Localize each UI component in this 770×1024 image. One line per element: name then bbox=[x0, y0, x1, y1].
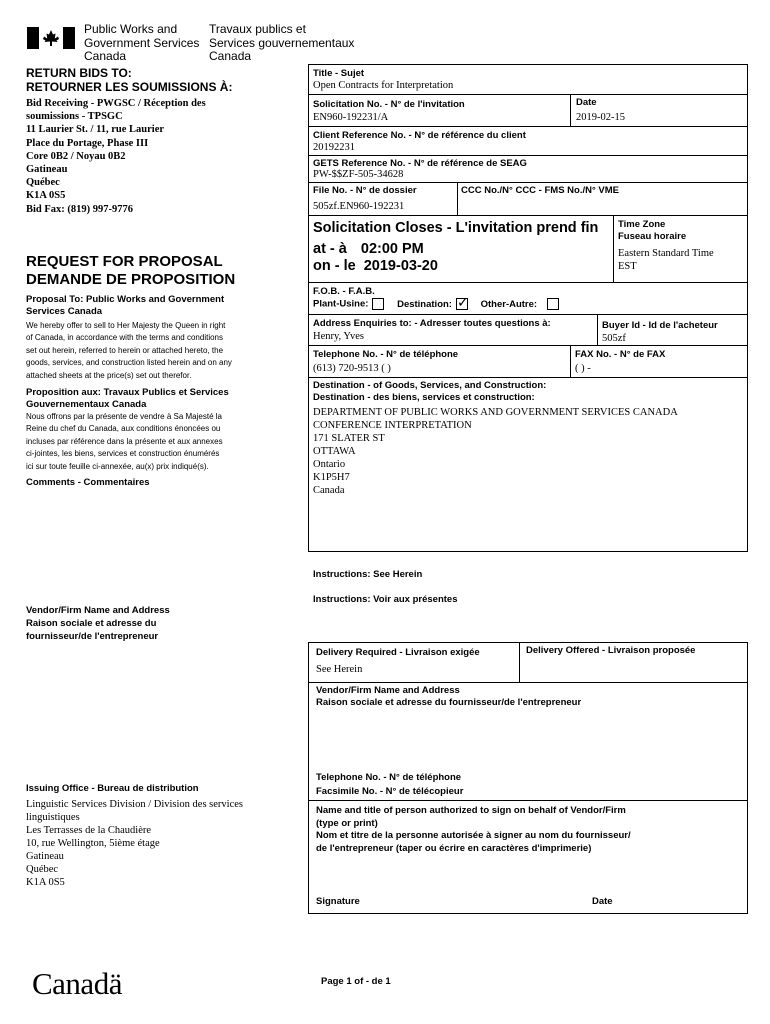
fax-value: ( ) - bbox=[575, 363, 591, 374]
time-zone-label: Time Zone Fuseau horaire bbox=[618, 219, 687, 242]
fax-label: FAX No. - N° de FAX bbox=[575, 349, 666, 360]
proposal-to-heading: Proposal To: Public Works and Government Services Canada bbox=[26, 294, 225, 317]
signature-label: Signature bbox=[316, 896, 360, 907]
gets-reference-label: GETS Reference No. - N° de référence de SEAG bbox=[313, 158, 527, 169]
fob-label: F.O.B. - F.A.B. bbox=[313, 286, 375, 297]
return-bids-heading: RETURN BIDS TO: RETOURNER LES SOUMISSIONS À: bbox=[26, 66, 233, 94]
closing-date-value: 2019-03-20 bbox=[363, 258, 438, 274]
destination-address: DEPARTMENT OF PUBLIC WORKS AND GOVERNMENT SERVICES CANADA CONFERENCE INTERPRETATION 171 SLATER ST OTTAWA Ontario K1P5H7 Canada bbox=[313, 407, 678, 496]
proposition-aux-heading: Proposition aux: Travaux Publics et Services Gouvernementaux Canada bbox=[26, 387, 229, 410]
vendor-telephone-label: Telephone No. - N° de téléphone bbox=[316, 772, 462, 783]
title-value: Open Contracts for Interpretation bbox=[313, 80, 454, 91]
authorized-signer-label: Name and title of person authorized to sign on behalf of Vendor/Firm (type or print) Nom et titre de la personne autorisée à signer au nom du fournisseur/ de l'entrepreneur (taper ou écrire en caractères d'imprimerie) bbox=[316, 805, 631, 854]
issuing-office-address: Linguistic Services Division / Division des services linguistiques Les Terrasses de la Chaudière 10, rue Wellington, 5ième étage Gatineau Québec K1A 0S5 bbox=[26, 799, 243, 888]
on-label: on - le bbox=[313, 258, 356, 274]
department-name-en: Public Works and Government Services Canada bbox=[84, 22, 200, 63]
instructions-en: Instructions: See Herein bbox=[313, 569, 423, 580]
solicitation-no-value: EN960-192231/A bbox=[313, 112, 389, 123]
closing-time-value: 02:00 PM bbox=[360, 241, 424, 257]
title-label: Title - Sujet bbox=[313, 68, 365, 79]
address-enquiries-label: Address Enquiries to: - Adresser toutes questions à: bbox=[313, 318, 551, 329]
ccc-no-label: CCC No./N° CCC - FMS No./N° VME bbox=[461, 185, 620, 196]
rfp-title: REQUEST FOR PROPOSAL DEMANDE DE PROPOSITION bbox=[26, 253, 236, 288]
fob-other-label: Other-Autre: bbox=[480, 298, 538, 310]
canada-flag-icon bbox=[27, 27, 75, 49]
delivery-required-value: See Herein bbox=[316, 664, 363, 675]
page-number: Page 1 of - de 1 bbox=[321, 976, 391, 987]
return-bids-address: Bid Receiving - PWGSC / Réception des soumissions - TPSGC 11 Laurier St. / 11, rue Laurier Place du Portage, Phase III Core 0B2 / Noyau 0B2 Gatineau Québec K1A 0S5 Bid Fax: (819) 997-9776 bbox=[26, 98, 206, 215]
telephone-label: Telephone No. - N° de téléphone bbox=[313, 349, 459, 360]
telephone-value: (613) 720-9513 ( ) bbox=[313, 363, 391, 374]
client-reference-label: Client Reference No. - N° de référence du client bbox=[313, 130, 526, 141]
delivery-required-label: Delivery Required - Livraison exigée bbox=[316, 647, 480, 658]
vendor-firm-label: Vendor/Firm Name and Address Raison sociale et adresse du fournisseur/de l'entrepreneur bbox=[316, 685, 582, 708]
closing-date-row bbox=[313, 258, 438, 274]
closing-time-row bbox=[313, 241, 424, 257]
buyer-id-value: 505zf bbox=[602, 333, 626, 344]
proposal-to-body: We hereby offer to sell to Her Majesty the Queen in right of Canada, in accordance with the terms and conditions set out herein, referred to herein or attached hereto, the goods, services, and construction listed herein and on any attached sheets at the price(s) set out therefor. bbox=[26, 321, 232, 380]
fob-plant-checkbox[interactable] bbox=[372, 298, 384, 310]
fob-plant-label: Plant-Usine: bbox=[313, 298, 369, 310]
file-no-label: File No. - N° de dossier bbox=[313, 185, 417, 196]
time-zone-value: Eastern Standard Time EST bbox=[618, 248, 714, 272]
instructions-fr: Instructions: Voir aux présentes bbox=[313, 594, 458, 605]
buyer-id-label: Buyer Id - Id de l'acheteur bbox=[602, 320, 718, 331]
file-no-value: 505zf.EN960-192231 bbox=[313, 201, 405, 212]
vendor-contact-labels bbox=[316, 771, 463, 799]
solicitation-closes-label: Solicitation Closes - L'invitation prend fin bbox=[313, 220, 599, 236]
destination-label: Destination - of Goods, Services, and Construction: Destination - des biens, services et construction: bbox=[313, 380, 547, 403]
signature-date-label: Date bbox=[592, 896, 613, 907]
address-enquiries-value: Henry, Yves bbox=[313, 331, 364, 342]
issuing-office-label: Issuing Office - Bureau de distribution bbox=[26, 783, 199, 794]
fob-destination-checkbox[interactable] bbox=[456, 298, 468, 310]
gets-reference-value: PW-$$ZF-505-34628 bbox=[313, 169, 404, 180]
delivery-offered-label: Delivery Offered - Livraison proposée bbox=[526, 645, 696, 656]
fob-other-checkbox[interactable] bbox=[547, 298, 559, 310]
date-value: 2019-02-15 bbox=[576, 112, 625, 123]
client-reference-value: 20192231 bbox=[313, 142, 355, 153]
department-name-fr: Travaux publics et Services gouvernementaux Canada bbox=[209, 22, 355, 63]
canada-wordmark: Canadä bbox=[32, 966, 122, 1001]
comments-label: Comments - Commentaires bbox=[26, 477, 150, 488]
vendor-firm-left-label: Vendor/Firm Name and Address Raison sociale et adresse du fournisseur/de l'entrepreneur bbox=[26, 605, 170, 642]
at-label: at - à bbox=[313, 241, 347, 257]
solicitation-no-label: Solicitation No. - N° de l'invitation bbox=[313, 99, 465, 110]
vendor-facsimile-label: Facsimile No. - N° de télécopieur bbox=[316, 786, 464, 797]
fob-options bbox=[313, 298, 563, 310]
fob-destination-label: Destination: bbox=[397, 298, 452, 310]
date-label: Date bbox=[576, 97, 597, 108]
proposition-aux-body: Nous offrons par la présente de vendre à Sa Majesté la Reine du chef du Canada, aux conditions énoncées ou incluses par référence dans la présente et aux annexes ci-jointes, les biens, services et construction énumérés ici sur toute feuille ci-annexée, au(x) prix indiqué(s). bbox=[26, 412, 223, 471]
